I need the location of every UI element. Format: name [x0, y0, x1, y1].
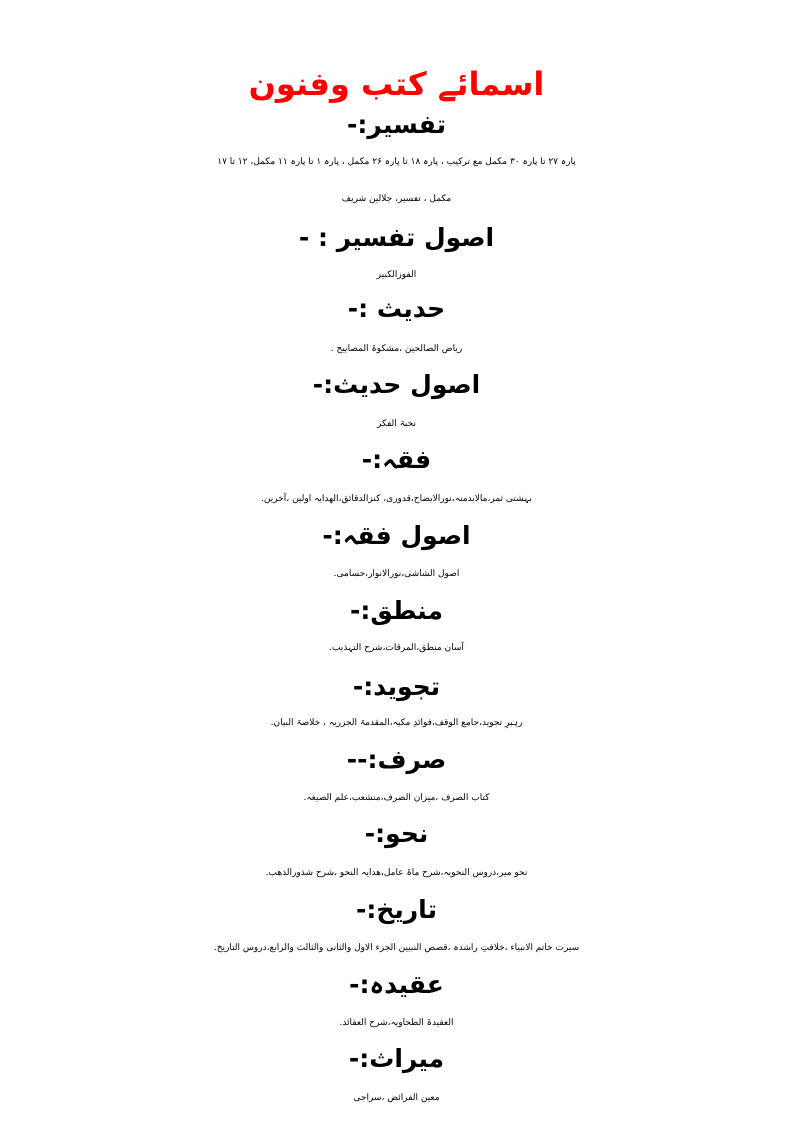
section-heading-nahw: نحو:- [364, 819, 429, 848]
section-heading-usool-fiqh: اصول فقہ:- [322, 521, 471, 550]
section-text-meeraas: معین الفرائض ،سراجی [353, 1093, 440, 1103]
page-title: اسمائے کتب وفنون [248, 65, 545, 103]
section-heading-sarf: صرف:-- [346, 745, 447, 774]
section-text-tafseer-line-2: مکمل ، تفسیر، جلالین شریف [341, 194, 452, 204]
section-text-tafseer-line-1: پارہ ۲۷ تا پارہ ۳۰ مکمل مع ترکیب ، پارہ ۱۸ تا پارہ ۲۶ مکمل ، پارہ ۱ تا پارہ ۱۱ مکمل، ۱۲ تا ۱۷ [217, 157, 576, 167]
section-text-nahw: نحو میر،دروس النحویہ،شرح ماۃ عامل،ھدایہ النحو ،شرح شذورالذھب. [265, 868, 528, 878]
section-text-tajweed: رہبرِ تجوید،جامع الوقف،فوائدِ مکیہ،المقدمۃ الجزریہ ، خلاصۃ البیان. [270, 718, 523, 728]
section-text-mantiq: آسان منطق،المرقات،شرح التہذیب. [329, 643, 464, 653]
section-heading-meeraas: میراث:- [348, 1044, 445, 1073]
section-heading-tareekh: تاریخ:- [356, 895, 437, 924]
section-heading-aqeedah: عقیدہ:- [349, 970, 444, 999]
section-heading-hadith: حدیث :- [347, 294, 446, 323]
section-heading-usool-hadith: اصول حدیث:- [312, 370, 481, 399]
section-heading-usool-tafseer: اصول تفسیر : - [298, 223, 495, 252]
section-text-usool-tafseer: الفوزالکبیر [376, 270, 417, 280]
section-heading-fiqh: فقہ:- [361, 445, 432, 474]
section-text-usool-fiqh: اصول الشاشی،نورالانوار،حسامی. [333, 569, 460, 579]
section-heading-mantiq: منطق:- [350, 596, 443, 625]
section-text-usool-hadith: نخبۃ الفکر [377, 419, 416, 429]
section-text-tareekh: سیرت خاتم الانبیاء ،خلافتِ راشدہ ،قصص النبیین الجزء الاول والثانی والثالث والرابع،دروس التاریخ. [213, 943, 580, 953]
section-text-aqeedah: العقیدۃ الطحاویہ،شرح العقائد. [339, 1018, 454, 1028]
section-text-fiqh: بہشتی ثمر،مالابدمنہ،نورالایضاح،قدوری، کنزالدقائق،الھدایہ اولین ،آخرین. [261, 494, 532, 504]
section-text-hadith: ریاض الصالحین ،مشکوۃ المصابیح . [330, 344, 463, 354]
section-text-sarf: کتاب الصرف ،میزان الصرف،منشعب،علم الصیغہ. [303, 793, 490, 803]
section-heading-tafseer: تفسیر:- [347, 110, 446, 139]
section-heading-tajweed: تجوید:- [352, 672, 441, 701]
